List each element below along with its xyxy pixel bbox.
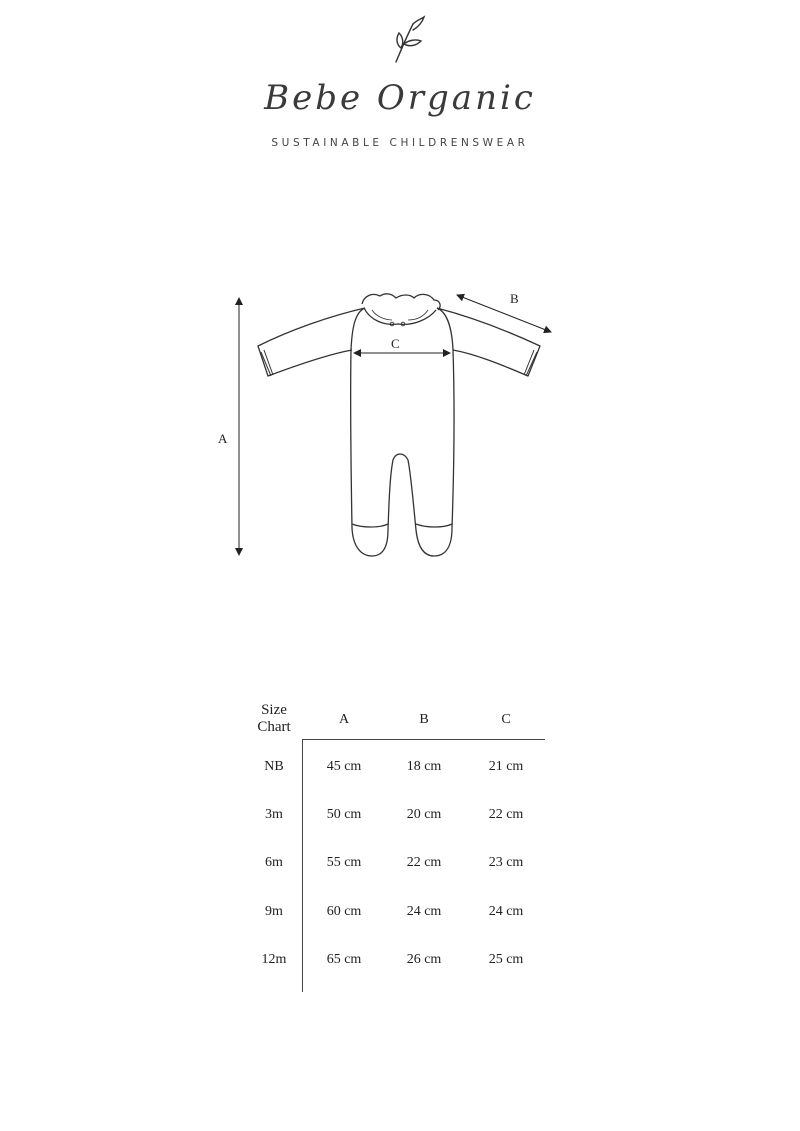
size-column-divider xyxy=(302,739,303,992)
babygrow-outline xyxy=(258,294,540,556)
size-chart-heading xyxy=(250,702,298,736)
brand-name: Bebe Organic xyxy=(264,78,536,118)
table-cell: 45 cm xyxy=(326,759,362,774)
dimension-b-arrow xyxy=(457,295,551,332)
table-cell: 24 cm xyxy=(406,904,442,919)
table-cell: 18 cm xyxy=(406,759,442,774)
leaf-sprig-icon xyxy=(0,0,800,70)
table-cell: 22 cm xyxy=(488,807,524,822)
header-divider xyxy=(302,739,545,740)
table-cell: 60 cm xyxy=(326,904,362,919)
table-cell: 20 cm xyxy=(406,807,442,822)
table-cell: 26 cm xyxy=(406,952,442,967)
table-cell: 23 cm xyxy=(488,855,524,870)
size-chart-table xyxy=(250,700,550,1000)
column-header-b: B xyxy=(419,712,429,727)
row-size-label: 3m xyxy=(265,807,283,822)
dimension-b-label: B xyxy=(510,291,519,306)
row-size-label: 12m xyxy=(261,952,287,967)
table-cell: 55 cm xyxy=(326,855,362,870)
table-cell: 21 cm xyxy=(488,759,524,774)
table-cell: 25 cm xyxy=(488,952,524,967)
size-chart-heading-line2: Chart xyxy=(257,719,291,735)
table-cell: 22 cm xyxy=(406,855,442,870)
dimension-c-label: C xyxy=(391,336,400,351)
row-size-label: 9m xyxy=(265,904,283,919)
brand-tagline: SUSTAINABLE CHILDRENSWEAR xyxy=(271,137,529,149)
table-cell: 24 cm xyxy=(488,904,524,919)
table-cell: 50 cm xyxy=(326,807,362,822)
column-header-c: C xyxy=(501,712,511,727)
column-header-a: A xyxy=(338,712,350,727)
dimension-a-label: A xyxy=(218,431,228,446)
garment-diagram xyxy=(0,280,800,580)
table-cell: 65 cm xyxy=(326,952,362,967)
size-chart-heading-line1: Size xyxy=(261,702,287,718)
row-size-label: 6m xyxy=(265,855,283,870)
row-size-label: NB xyxy=(264,759,284,774)
brand-logo xyxy=(0,0,800,160)
